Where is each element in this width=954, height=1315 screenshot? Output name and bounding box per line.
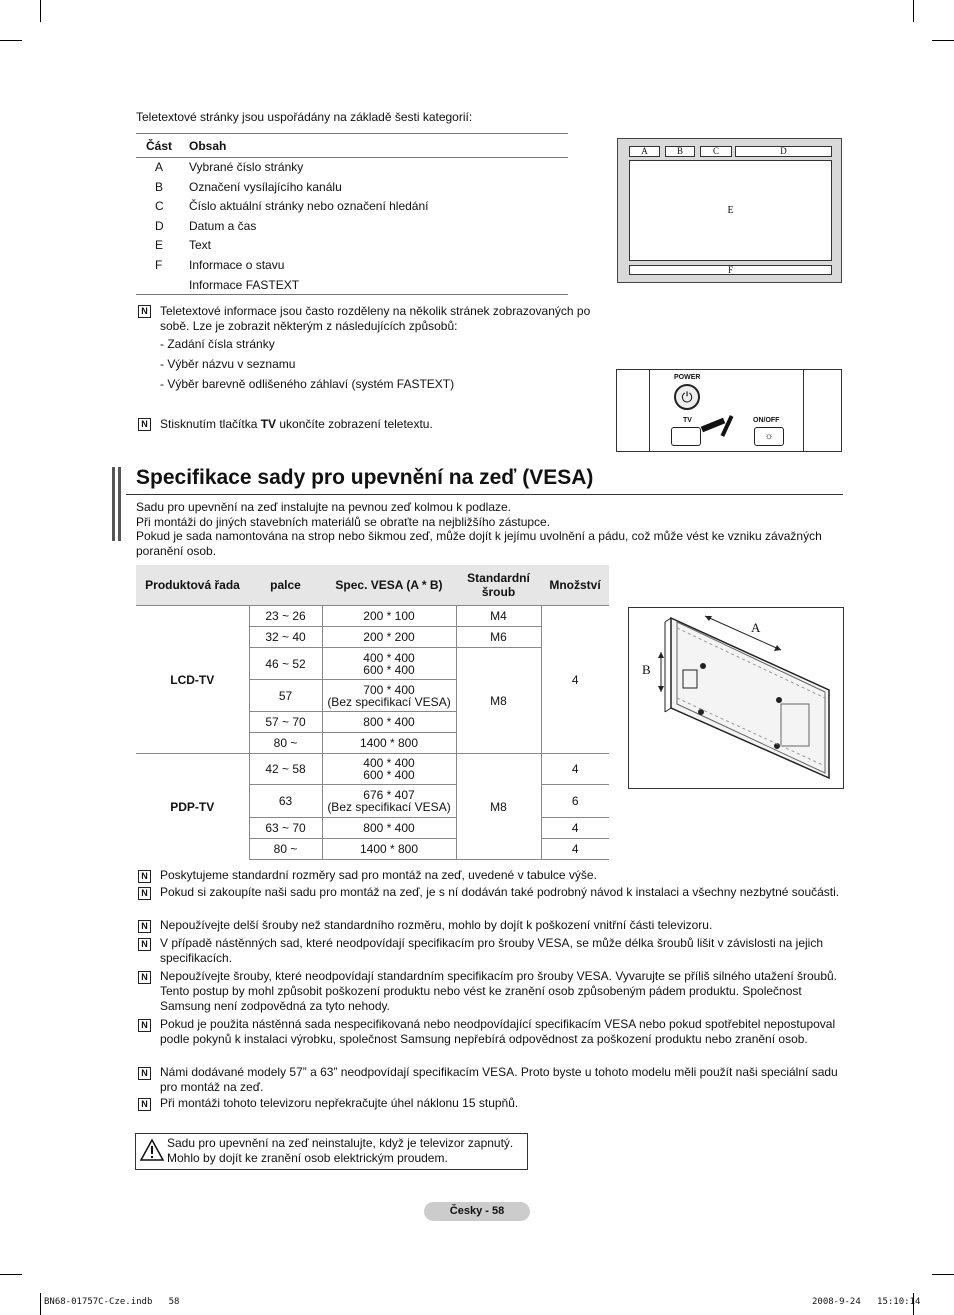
table-rule	[136, 294, 568, 295]
inch-cell: 32 ~ 40	[249, 627, 322, 648]
tt-label-f: F	[629, 265, 832, 275]
list-item-text: Výběr barevně odlišeného záhlaví (systém FASTEXT)	[167, 377, 455, 391]
note-text: Poskytujeme standardní rozměry sad pro montáž na zeď, uvedené v tabulce výše.	[160, 868, 597, 882]
qty-cell: 4	[541, 839, 609, 860]
note-icon	[138, 1067, 151, 1080]
table-row	[136, 754, 609, 785]
spec-cell: 800 * 400	[322, 818, 456, 839]
inch-cell: 57 ~ 70	[249, 712, 322, 733]
crop-mark	[932, 40, 954, 41]
table-rule	[136, 157, 568, 158]
line-cell: LCD-TV	[136, 606, 249, 754]
col-header-spec: Spec. VESA (A * B)	[322, 565, 456, 606]
title-rule	[126, 494, 843, 495]
parts-row-value: Datum a čas	[189, 218, 257, 233]
parts-header-content: Obsah	[189, 139, 227, 153]
spec-cell: 800 * 400	[322, 712, 456, 733]
dim-label-b: B	[642, 662, 651, 677]
dim-label-a: A	[751, 620, 761, 635]
parts-header-part: Část	[146, 139, 173, 153]
onoff-label: ON/OFF	[753, 417, 780, 424]
note-icon	[138, 971, 151, 984]
note-icon	[138, 887, 151, 900]
method-list	[160, 334, 454, 394]
section-title: Specifikace sady pro upevnění na zeď (VESA)	[136, 466, 594, 489]
screw-cell: M4	[456, 606, 541, 627]
list-item: - Výběr barevně odlišeného záhlaví (systém FASTEXT)	[160, 377, 455, 391]
parts-row-value: Vybrané číslo stránky	[189, 160, 304, 174]
list-item: - Výběr názvu v seznamu	[160, 357, 296, 371]
list-item-text: Výběr názvu v seznamu	[167, 357, 296, 371]
note-icon	[138, 920, 151, 933]
note-icon	[138, 1019, 151, 1032]
inch-cell: 23 ~ 26	[249, 606, 322, 627]
tv-label: TV	[683, 417, 692, 424]
inch-cell: 63	[249, 785, 322, 818]
footer-file: BN68-01757C-Cze.indb 58	[44, 1297, 180, 1307]
spec-cell: 1400 * 800	[322, 839, 456, 860]
spec-cell: 700 * 400 (Bez specifikací VESA)	[322, 680, 456, 712]
crop-mark	[932, 1274, 954, 1275]
note-icon	[138, 418, 151, 431]
parts-row-value: Informace o stavu	[189, 258, 285, 272]
list-item-text: Zadání čísla stránky	[167, 337, 275, 351]
note-teletext	[160, 304, 600, 334]
parts-row-value: Číslo aktuální stránky nebo označení hledání	[189, 199, 429, 214]
spec-cell: 400 * 400 600 * 400	[322, 648, 456, 680]
warning-icon	[140, 1138, 164, 1162]
parts-row-value: Označení vysílajícího kanálu	[189, 179, 342, 194]
note-text: Pokud si zakoupíte naši sadu pro montáž na zeď, je s ní dodáván také podrobný návod k instalaci a všechny nezbytné součásti.	[160, 885, 840, 899]
parts-row-key: C	[155, 199, 164, 214]
col-header-line: Produktová řada	[136, 565, 249, 606]
footer-date: 2008-9-24 15:10:14	[812, 1297, 921, 1307]
crop-mark	[913, 0, 914, 22]
note-text: ukončíte zobrazení teletextu.	[276, 417, 433, 431]
power-button-icon: ⏻	[674, 384, 700, 410]
crop-mark	[40, 0, 41, 22]
parts-row-value: Text	[189, 238, 212, 253]
section-bar	[118, 467, 121, 541]
inch-cell: 80 ~	[249, 733, 322, 754]
crop-mark	[0, 40, 22, 41]
vesa-table	[136, 565, 609, 860]
intro-text: Teletextové stránky jsou uspořádány na základě šesti kategorií:	[136, 110, 473, 124]
crop-mark	[40, 1293, 41, 1315]
spec-cell: 676 * 407 (Bez specifikací VESA)	[322, 785, 456, 818]
screw-cell: M8	[456, 754, 541, 860]
light-bulb-icon: ☼	[754, 427, 784, 446]
teletext-diagram	[617, 138, 842, 283]
note-icon	[138, 305, 151, 318]
col-header-qty: Množství	[541, 565, 609, 606]
spec-cell: 200 * 100	[322, 606, 456, 627]
note-text: Teletextové informace jsou často rozděleny na několik stránek zobrazovaných po sobě. Lze je zobrazit některým z následujících způsobů:	[160, 304, 591, 333]
parts-row-key: F	[155, 258, 163, 272]
parts-row-key: B	[155, 179, 164, 194]
paragraph: Při montáži do jiných stavebních materiálů se obraťte na nejbližšího zástupce.	[136, 514, 551, 529]
qty-cell: 4	[541, 606, 609, 754]
note-icon	[138, 1098, 151, 1111]
table-rule	[136, 133, 568, 134]
screw-cell: M6	[456, 627, 541, 648]
power-label: POWER	[674, 374, 701, 381]
tt-label-a: A	[629, 146, 660, 157]
note-text: Pokud je použita nástěnná sada nespecifikovaná nebo neodpovídající specifikacím VESA nebo pokud spotřebitel nepostupoval podle pokynů k instalaci výrobku, společnost Samsung nepřebírá odpovědnost za poškození produktu nebo zranění osob.	[160, 1017, 836, 1046]
tt-label-e: E	[629, 160, 832, 261]
inch-cell: 80 ~	[249, 839, 322, 860]
note-text: Nepoužívejte delší šrouby než standardního rozměru, mohlo by dojít k poškození vnitřní části televizoru.	[160, 918, 713, 932]
parts-row-key: D	[155, 218, 164, 233]
qty-cell: 4	[541, 818, 609, 839]
inch-cell: 63 ~ 70	[249, 818, 322, 839]
qty-cell: 6	[541, 785, 609, 818]
tv-button-icon	[671, 427, 701, 446]
spec-cell: 1400 * 800	[322, 733, 456, 754]
tt-label-c: C	[700, 146, 732, 157]
note-icon	[138, 938, 151, 951]
qty-cell: 4	[541, 754, 609, 785]
note-text: Při montáži tohoto televizoru nepřekračujte úhel náklonu 15 stupňů.	[160, 1096, 519, 1110]
inch-cell: 42 ~ 58	[249, 754, 322, 785]
section-bar	[112, 467, 115, 541]
spec-cell: 400 * 400 600 * 400	[322, 754, 456, 785]
parts-row-key: E	[155, 238, 164, 253]
screw-cell: M8	[456, 648, 541, 754]
warning-box	[135, 1133, 528, 1170]
warning-text: Sadu pro upevnění na zeď neinstalujte, když je televizor zapnutý. Mohlo by dojít ke zranění osob elektrickým proudem.	[167, 1136, 514, 1165]
col-header-screw: Standardní šroub	[456, 565, 541, 606]
parts-row-value: Informace FASTEXT	[189, 277, 300, 292]
parts-row-key: A	[155, 160, 164, 174]
wall-mount-diagram	[628, 607, 844, 789]
table-row	[136, 606, 609, 627]
list-item: - Zadání čísla stránky	[160, 337, 275, 351]
page-number-badge: Česky - 58	[424, 1202, 530, 1221]
note-text: Námi dodávané modely 57” a 63” neodpovídají specifikacím VESA. Proto byste u tohoto modelu měli použít naši speciální sadu pro montáž na zeď.	[160, 1065, 838, 1094]
inch-cell: 46 ~ 52	[249, 648, 322, 680]
remote-illustration	[616, 369, 842, 452]
note-icon	[138, 870, 151, 883]
note-text: Nepoužívejte šrouby, které neodpovídají standardním specifikacím pro šrouby VESA. Vyvarujte se příliš silného utažení šroubů. Tento postup by mohl způsobit poškození produktu nebo vést ke zranění osob způsobeným pádem produktu. Společnost Samsung není zodpovědná za tyto nehody.	[160, 969, 838, 1013]
tt-label-b: B	[665, 146, 695, 157]
section-intro	[136, 500, 844, 558]
note-text: V případě nástěnných sad, které neodpovídají specifikacím pro šrouby VESA, se může délka šroubů lišit v závislosti na jejich specifikacích.	[160, 936, 824, 965]
col-header-inch: palce	[249, 565, 322, 606]
paragraph: Sadu pro upevnění na zeď instalujte na pevnou zeď kolmou k podlaze.	[136, 500, 511, 514]
line-cell: PDP-TV	[136, 754, 249, 860]
spec-cell: 200 * 200	[322, 627, 456, 648]
crop-mark	[0, 1274, 22, 1275]
tt-label-d: D	[735, 146, 832, 157]
note-text: Stisknutím tlačítka	[160, 417, 261, 431]
tv-back-svg	[629, 608, 843, 788]
vesa-table-body	[136, 606, 609, 860]
paragraph: Pokud je sada namontována na strop nebo šikmou zeď, může dojít k jejímu uvolnění a pádu, což může vést ke vzniku závažných poranění osob.	[136, 529, 822, 558]
note-bold: TV	[260, 417, 277, 431]
inch-cell: 57	[249, 680, 322, 712]
